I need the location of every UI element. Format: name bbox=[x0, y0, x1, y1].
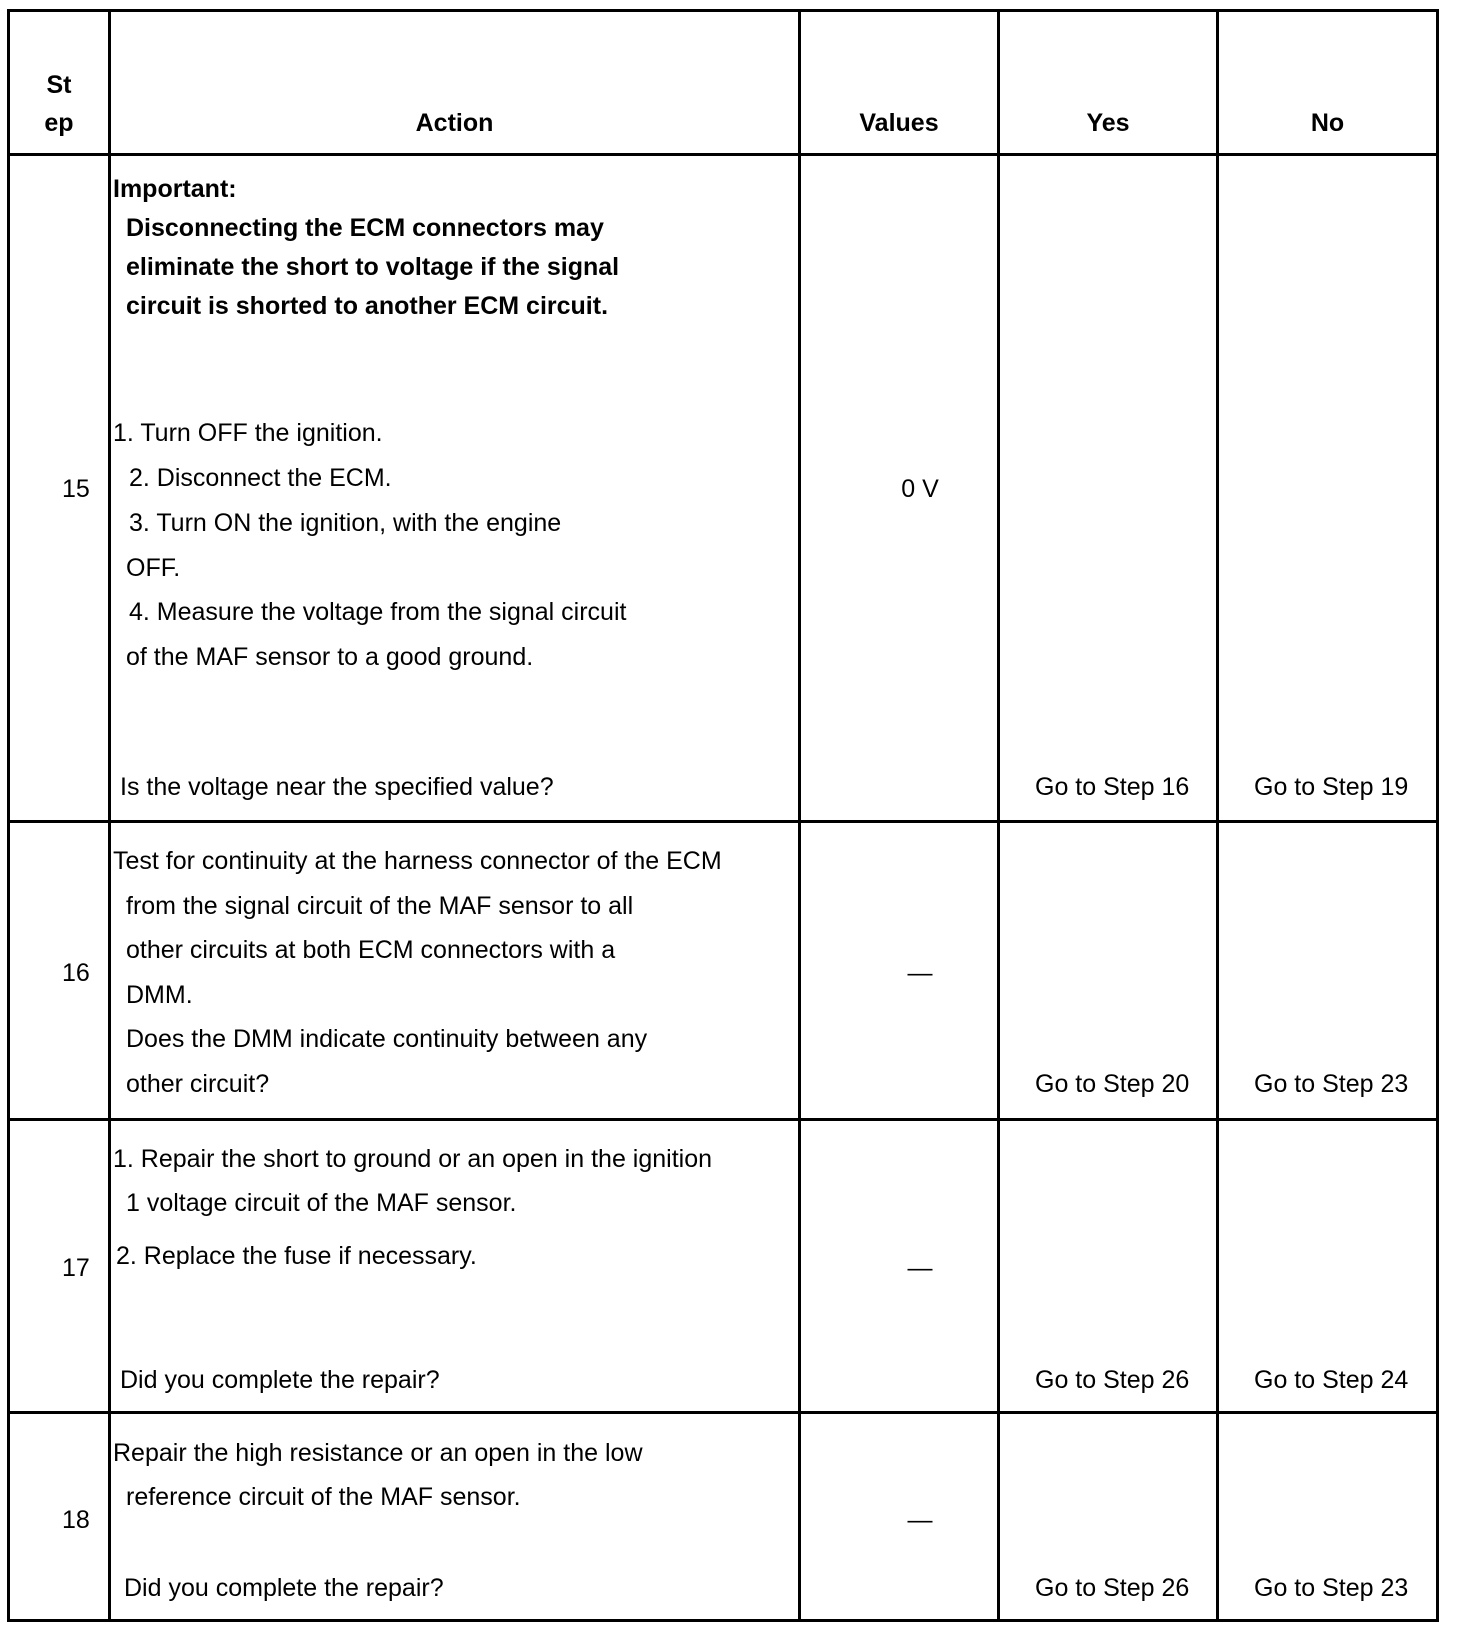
row-divider bbox=[7, 153, 1439, 156]
step-number: 17 bbox=[62, 1254, 90, 1282]
action-line: reference circuit of the MAF sensor. bbox=[126, 1483, 521, 1511]
action-line: Does the DMM indicate continuity between any bbox=[126, 1025, 648, 1053]
column-divider bbox=[798, 9, 801, 1622]
column-divider bbox=[108, 9, 111, 1622]
no-cell: Go to Step 19 bbox=[1254, 773, 1409, 801]
no-cell: Go to Step 23 bbox=[1254, 1070, 1409, 1098]
column-divider bbox=[1216, 9, 1219, 1622]
value-cell: — bbox=[907, 1506, 933, 1534]
action-line: 2. Disconnect the ECM. bbox=[129, 464, 392, 492]
value-cell: — bbox=[907, 959, 933, 987]
action-line: other circuit? bbox=[126, 1070, 270, 1098]
value-cell: — bbox=[907, 1254, 933, 1282]
no-cell: Go to Step 23 bbox=[1254, 1574, 1409, 1602]
action-line: 2. Replace the fuse if necessary. bbox=[116, 1242, 477, 1270]
action-line: Repair the high resistance or an open in the low bbox=[113, 1439, 643, 1467]
action-line: 1 voltage circuit of the MAF sensor. bbox=[126, 1189, 517, 1217]
action-line: 4. Measure the voltage from the signal circuit bbox=[129, 598, 627, 626]
important-text: Disconnecting the ECM connectors may bbox=[126, 214, 604, 242]
column-divider bbox=[997, 9, 1000, 1622]
table-border-right bbox=[1436, 9, 1439, 1622]
important-text: circuit is shorted to another ECM circuit. bbox=[126, 292, 609, 320]
action-line: from the signal circuit of the MAF sensor to all bbox=[126, 892, 634, 920]
table-border-left bbox=[7, 9, 10, 1622]
yes-cell: Go to Step 26 bbox=[1035, 1574, 1190, 1602]
step-number: 16 bbox=[62, 959, 90, 987]
row-divider bbox=[7, 820, 1439, 823]
action-line: OFF. bbox=[126, 554, 181, 582]
action-line: 1. Repair the short to ground or an open in the ignition bbox=[113, 1145, 713, 1173]
action-question: Did you complete the repair? bbox=[124, 1574, 444, 1602]
header-action: Action bbox=[415, 109, 494, 137]
yes-cell: Go to Step 20 bbox=[1035, 1070, 1190, 1098]
row-divider bbox=[7, 1118, 1439, 1121]
yes-cell: Go to Step 16 bbox=[1035, 773, 1190, 801]
header-no: No bbox=[1310, 109, 1345, 137]
action-line: of the MAF sensor to a good ground. bbox=[126, 643, 534, 671]
header-step-line1: St bbox=[46, 71, 72, 99]
table-border-top bbox=[7, 9, 1439, 12]
action-line: Test for continuity at the harness connector of the ECM bbox=[113, 847, 722, 875]
yes-cell: Go to Step 26 bbox=[1035, 1366, 1190, 1394]
step-number: 18 bbox=[62, 1506, 90, 1534]
header-yes: Yes bbox=[1086, 109, 1130, 137]
step-number: 15 bbox=[62, 475, 90, 503]
action-line: DMM. bbox=[126, 981, 193, 1009]
action-question: Did you complete the repair? bbox=[120, 1366, 440, 1394]
important-text: eliminate the short to voltage if the signal bbox=[126, 253, 620, 281]
table-border-bottom bbox=[7, 1619, 1439, 1622]
action-line: 3. Turn ON the ignition, with the engine bbox=[129, 509, 562, 537]
important-label: Important: bbox=[113, 175, 237, 203]
header-values: Values bbox=[859, 109, 939, 137]
row-divider bbox=[7, 1411, 1439, 1414]
action-line: 1. Turn OFF the ignition. bbox=[113, 419, 383, 447]
no-cell: Go to Step 24 bbox=[1254, 1366, 1409, 1394]
action-question: Is the voltage near the specified value? bbox=[120, 773, 554, 801]
header-step-line2: ep bbox=[44, 109, 74, 137]
action-line: other circuits at both ECM connectors with a bbox=[126, 936, 616, 964]
value-cell: 0 V bbox=[901, 475, 939, 503]
